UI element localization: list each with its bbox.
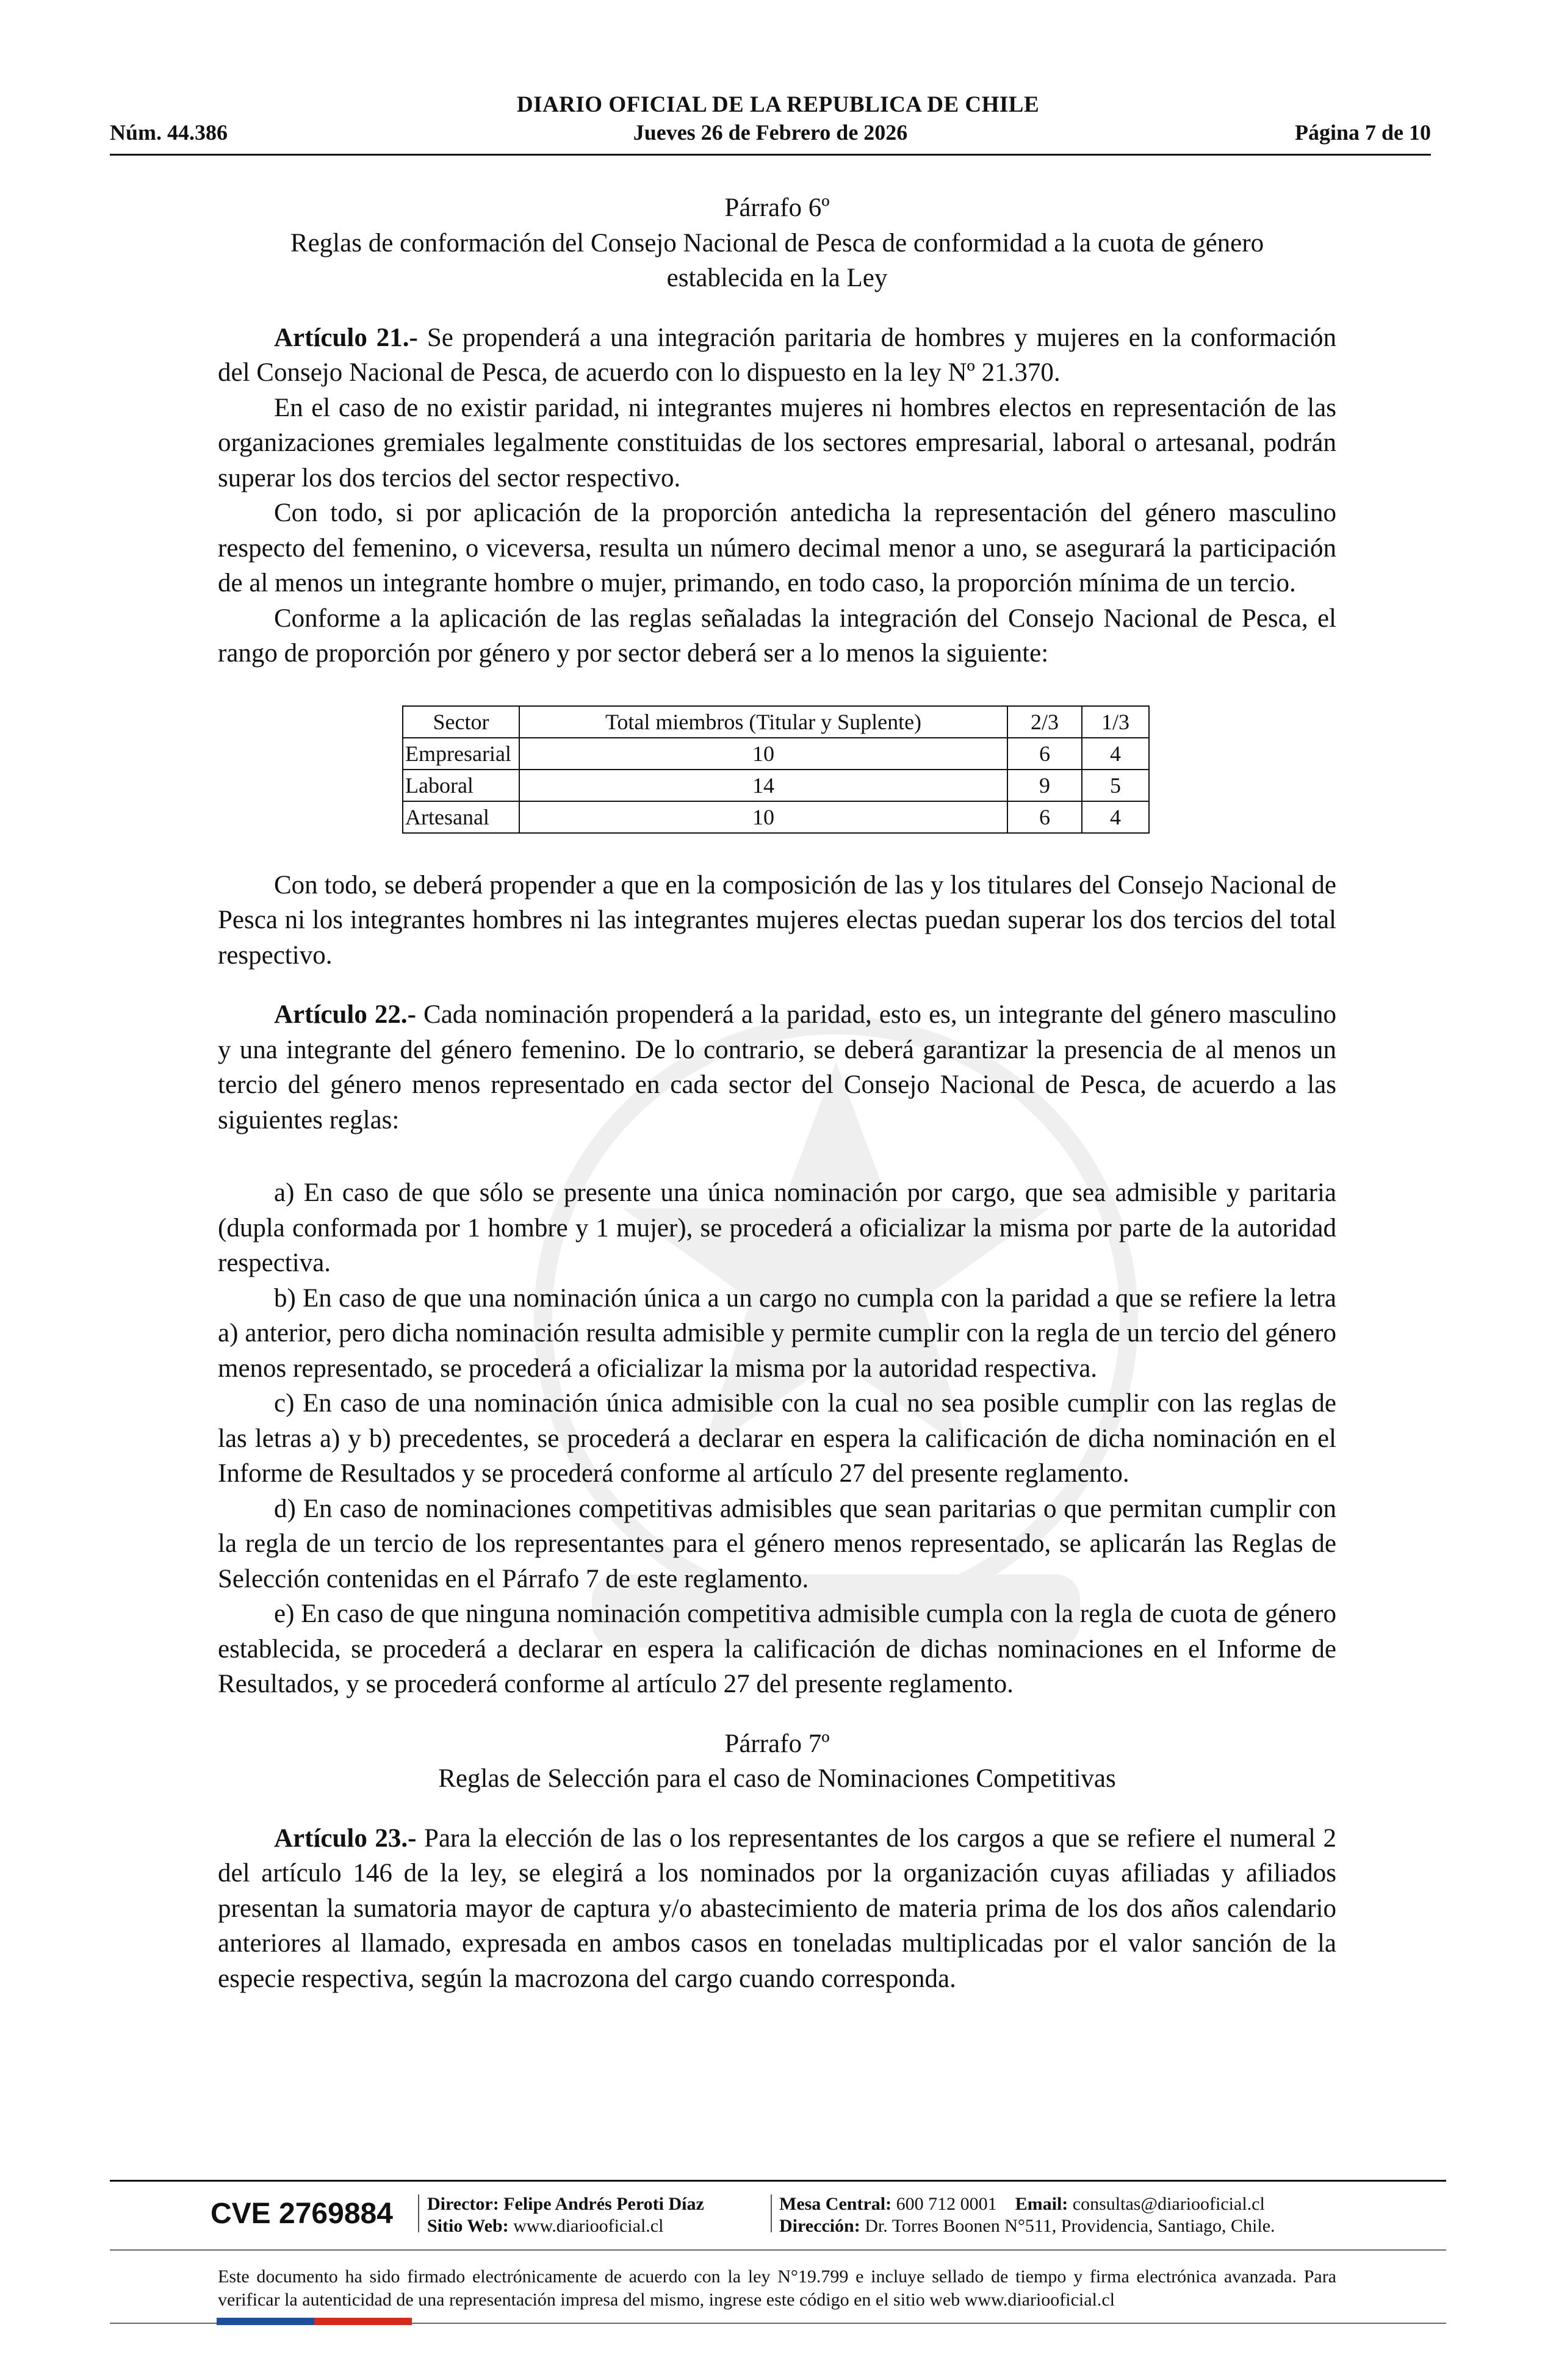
article21-p3: Con todo, si por aplicación de la proporción antedicha la representación del género masculino respecto del femenino, o viceversa, resulta un número decimal menor a uno, se asegurará la participación de al menos un integrante hombre o mujer, primando, en todo caso, la proporción mínima de un tercio. [218,499,1336,597]
article23-p1: Artículo 23.- Para la elección de las o los representantes de los cargos a que se refiere el numeral 2 del artículo 146 de la ley, se elegirá a los nominados por la organización cuyas afiliadas y afiliados presentan la sumatoria mayor de captura y/o abastecimiento de materia prima de los dos años calendario anteriores al llamado, expresada en ambos casos en toneladas multiplicadas por el valor sanción de la especie respectiva, según la macrozona del cargo cuando corresponda. [218,1823,1336,1993]
footer-divider [110,2180,1446,2182]
table-header-row [403,706,1149,738]
article21-p2: En el caso de no existir paridad, ni integrantes mujeres ni hombres electos en representación de las organizaciones gremiales legalmente constituidas de los sectores empresarial, laboral o artesanal, podrán superar los dos tercios del sector respectivo. [218,393,1336,492]
table-cell: 6 [1007,738,1082,770]
issue-number: Núm. 44.386 [110,120,228,145]
table-cell: 4 [1082,801,1149,833]
page-indicator: Página 7 de 10 [1294,120,1431,145]
header-divider [110,154,1431,156]
signature-note: Este documento ha sido firmado electrónicamente de acuerdo con la ley N°19.799 e incluye sellado de tiempo y firma electrónica avanzada. Para verificar la autenticidad de una representación impresa del mismo, ingrese este código en el sitio web www.diariooficial.cl [218,2266,1336,2310]
table-cell: Empresarial [403,738,519,770]
footer-separator [771,2194,772,2232]
flag-blue-bar [217,2318,314,2325]
document-body [218,190,1336,1996]
flag-red-bar [314,2318,412,2325]
gender-quota-table [402,705,1150,834]
article22-rule-d: d) En caso de nominaciones competitivas admisibles que sean paritarias o que permitan cumplir con la regla de un tercio de los representantes para el género menos representado, se aplicarán las Reglas de Selección contenidas en el Párrafo 7 de este reglamento. [218,1494,1336,1593]
address-text: Dr. Torres Boonen N°511, Providencia, Santiago, Chile. [865,2216,1275,2236]
section7-heading: Párrafo 7º [724,1729,830,1758]
section6-subtitle-line2: establecida en la Ley [666,264,888,292]
table-cell: 9 [1007,770,1082,801]
table-cell: 10 [519,801,1007,833]
article22-label: Artículo 22.- [274,1000,416,1029]
table-cell: 14 [519,770,1007,801]
article21-p4: Conforme a la aplicación de las reglas señaladas la integración del Consejo Nacional de Pesca, el rango de proporción por género y por sector deberá ser a lo menos la siguiente: [218,604,1336,668]
article22-rule-c: c) En caso de una nominación única admisible con la cual no sea posible cumplir con las reglas de las letras a) y b) precedentes, se procederá a declarar en espera la calificación de dicha nominación en el Informe de Resultados y se procederá conforme al artículo 27 del presente reglamento. [218,1389,1336,1488]
table-cell: 10 [519,738,1007,770]
section6-heading: Párrafo 6º [724,193,830,222]
header-row [110,120,1431,149]
table-header-cell: 2/3 [1007,706,1082,738]
article22-rule-e: e) En caso de que ninguna nominación competitiva admisible cumpla con la regla de cuota de género establecida, se procederá a declarar en espera la calificación de dichas nominaciones en el Informe de Resultados, y se procederá conforme al artículo 27 del presente reglamento. [218,1599,1336,1698]
article23-label: Artículo 23.- [274,1823,417,1853]
article22-p1: Artículo 22.- Cada nominación propenderá a la paridad, esto es, un integrante del género masculino y una integrante del género femenino. De lo contrario, se deberá garantizar la presencia de al menos un tercio del género menos representado en cada sector del Consejo Nacional de Pesca, de acuerdo a las siguientes reglas: [218,1000,1337,1134]
issue-date: Jueves 26 de Febrero de 2026 [633,120,908,145]
article22-rule-a: a) En caso de que sólo se presente una única nominación por cargo, que sea admisible y paritaria (dupla conformada por 1 hombre y 1 mujer), se procederá a oficializar la misma por parte de la autoridad respectiva. [218,1178,1336,1277]
contact-block: Mesa Central: 600 712 0001 Email: consultas@diariooficial.cl Dirección: Dr. Torres Boonen N°511, Providencia, Santiago, Chile. [779,2194,1275,2236]
email-link[interactable]: consultas@diariooficial.cl [1072,2194,1265,2214]
director-block: Director: Felipe Andrés Peroti Díaz Sitio Web: www.diariooficial.cl [427,2194,704,2236]
table-header-cell: Sector [403,706,519,738]
footer-separator [418,2194,419,2232]
table-cell: 4 [1082,738,1149,770]
table-row [403,738,1149,770]
table-row [403,801,1149,833]
footer-info [110,2191,1446,2240]
table-cell: Artesanal [403,801,519,833]
section7-subtitle: Reglas de Selección para el caso de Nominaciones Competitivas [438,1764,1116,1793]
cve-code: CVE 2769884 [211,2198,393,2230]
section6-subtitle-line1: Reglas de conformación del Consejo Nacional de Pesca de conformidad a la cuota de género [290,228,1264,258]
article21-p5: Con todo, se deberá propender a que en la composición de las y los titulares del Consejo Nacional de Pesca ni los integrantes hombres ni las integrantes mujeres electas puedan superar los dos tercios del total respectivo. [218,870,1336,970]
website-link[interactable]: www.diariooficial.cl [513,2216,664,2236]
phone-number: 600 712 0001 [896,2194,997,2214]
article21-p1: Artículo 21.- Se propenderá a una integración paritaria de hombres y mujeres en la conformación del Consejo Nacional de Pesca, de acuerdo con lo dispuesto en la ley Nº 21.370. [218,323,1337,387]
article22-rule-b: b) En caso de que una nominación única a un cargo no cumpla con la paridad a que se refiere la letra a) anterior, pero dicha nominación resulta admisible y permite cumplir con la regla de un tercio del género menos representado, se procederá a oficializar la misma por la autoridad respectiva. [218,1283,1336,1383]
table-row [403,770,1149,801]
gazette-title: DIARIO OFICIAL DE LA REPUBLICA DE CHILE [516,92,1040,117]
table-header-cell: 1/3 [1082,706,1149,738]
table-cell: Laboral [403,770,519,801]
footer-divider [110,2249,1446,2251]
table-cell: 6 [1007,801,1082,833]
table-cell: 5 [1082,770,1149,801]
director-name: Felipe Andrés Peroti Díaz [503,2194,704,2214]
article21-label: Artículo 21.- [274,323,418,352]
table-header-cell: Total miembros (Titular y Suplente) [519,706,1007,738]
